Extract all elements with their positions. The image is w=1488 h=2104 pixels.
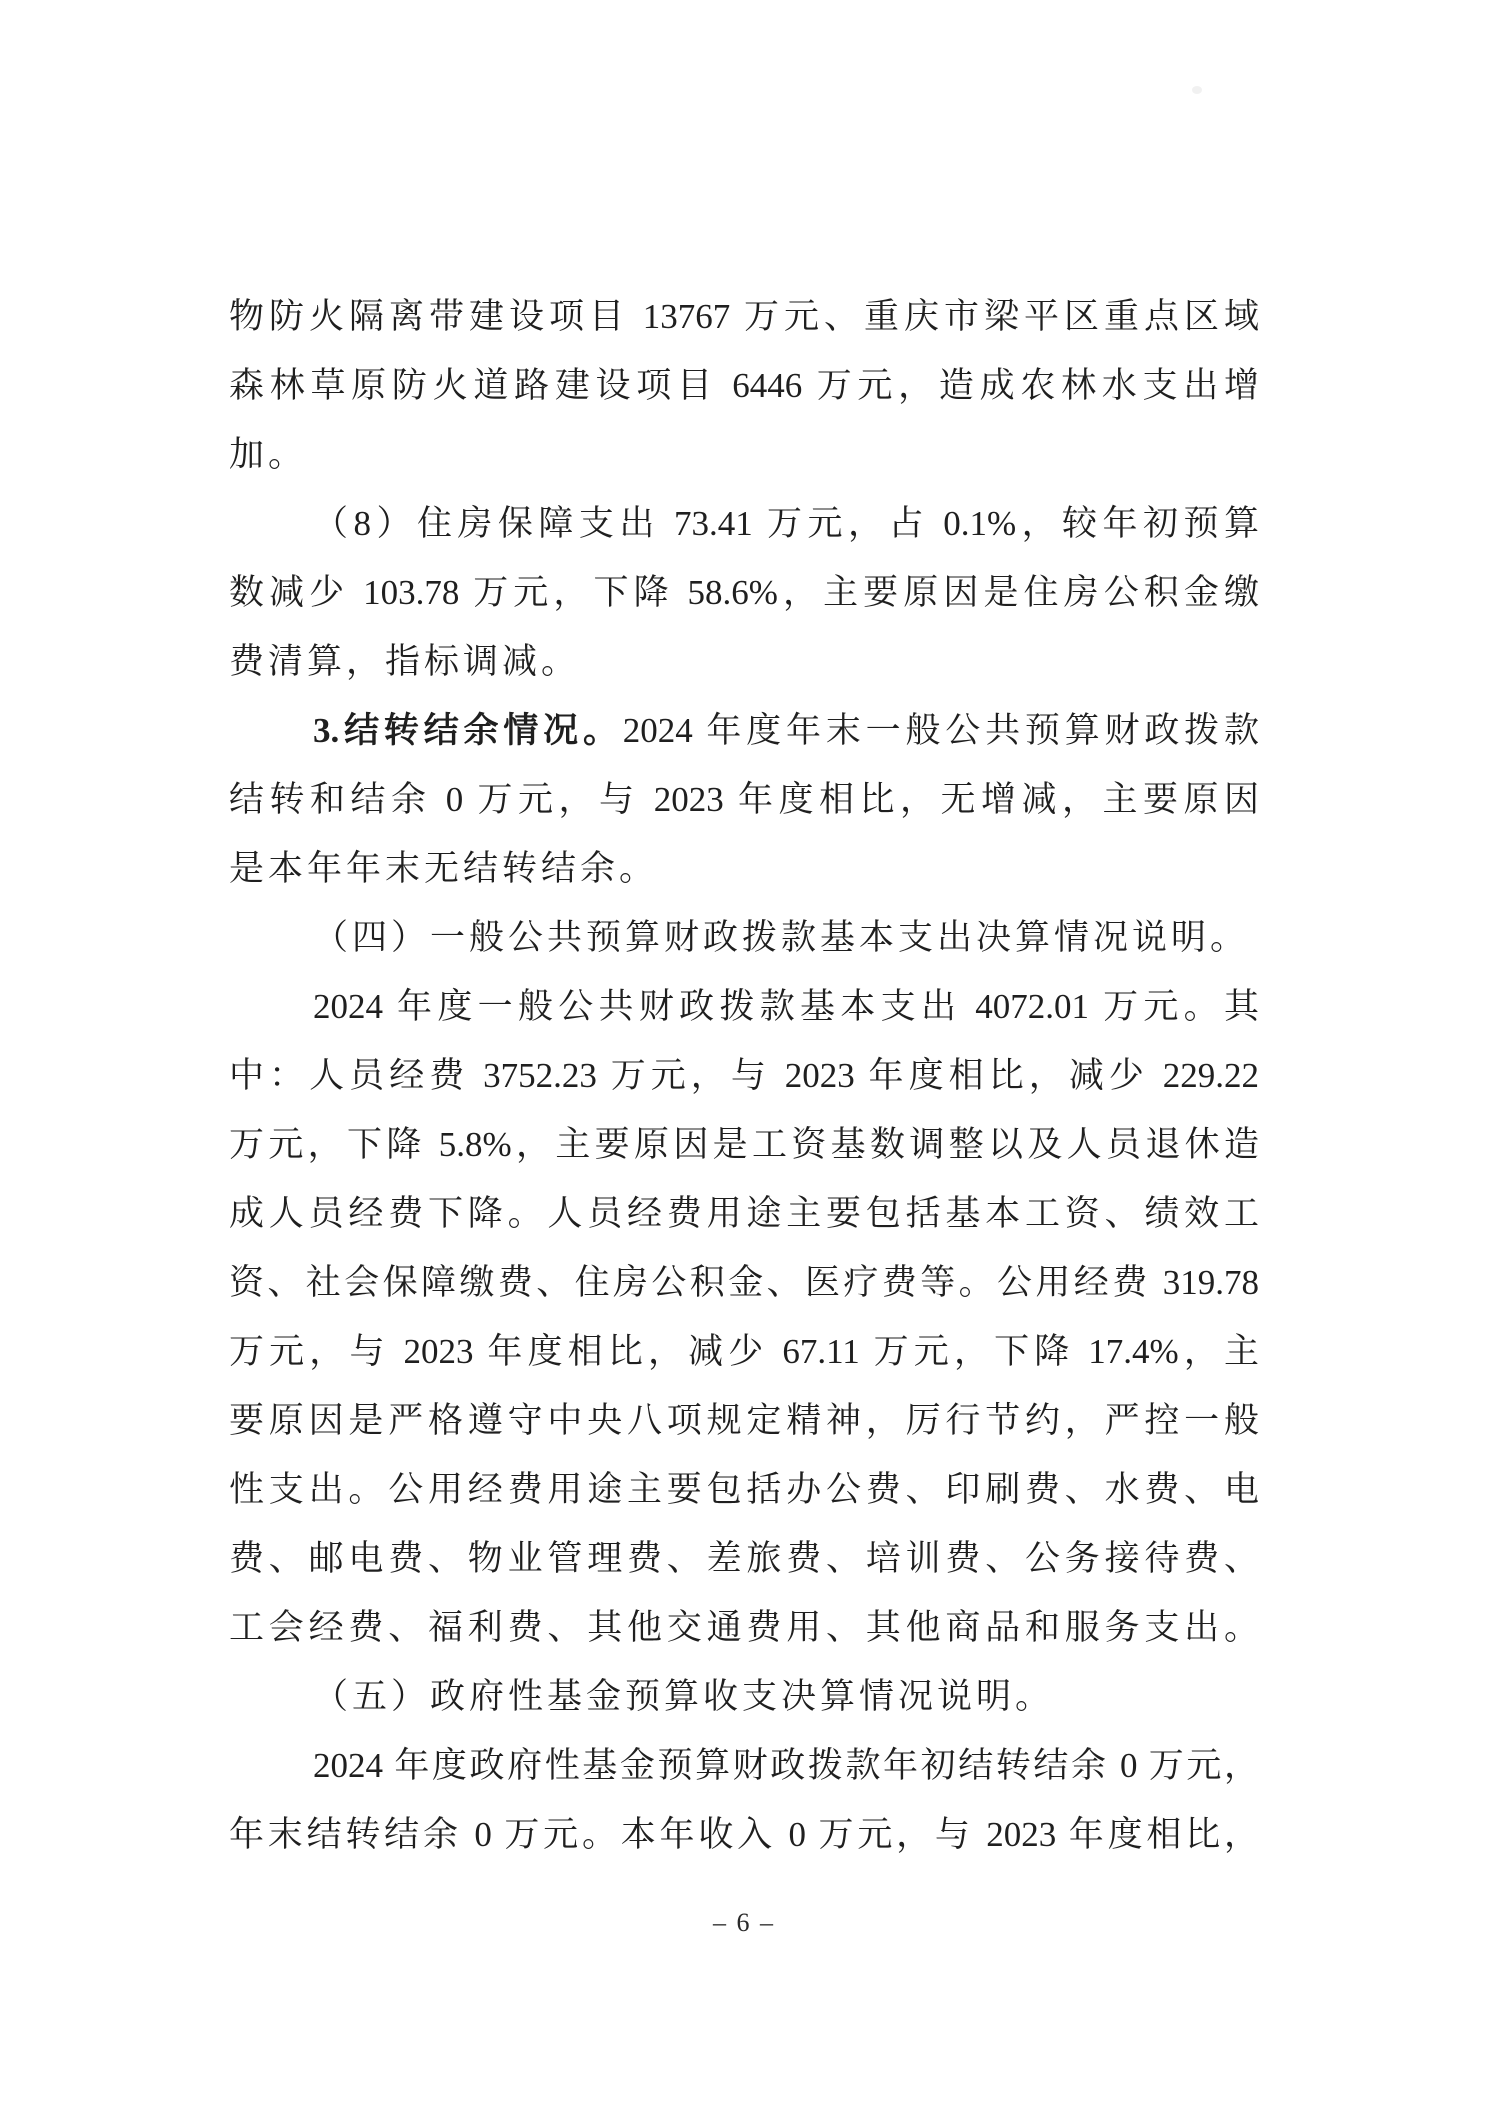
- line-text: 中：人员经费 3752.23 万元，与 2023 年度相比，减少 229.22: [229, 1056, 1259, 1095]
- line-text: 万元，与 2023 年度相比，减少 67.11 万元，下降 17.4%，主: [229, 1332, 1259, 1371]
- text-line: [229, 1593, 1259, 1662]
- text-line: [229, 1179, 1259, 1248]
- text-line: [229, 351, 1259, 420]
- line-text: 加。: [229, 435, 308, 474]
- text-line: [229, 282, 1259, 351]
- line-text: 资、社会保障缴费、住房公积金、医疗费等。公用经费 319.78: [229, 1263, 1259, 1302]
- text-line-heading: [229, 903, 1259, 972]
- text-line: [229, 1041, 1259, 1110]
- text-line: [229, 1731, 1259, 1800]
- line-text: 工会经费、福利费、其他交通费用、其他商品和服务支出。: [229, 1608, 1259, 1647]
- line-text: 2024 年度年末一般公共预算财政拨款: [622, 711, 1259, 750]
- page-number: – 6 –: [713, 1908, 775, 1937]
- line-text: （四）一般公共预算财政拨款基本支出决算情况说明。: [313, 918, 1250, 957]
- line-text: 年末结转结余 0 万元。本年收入 0 万元，与 2023 年度相比，: [229, 1815, 1259, 1854]
- text-line: [229, 1800, 1259, 1869]
- text-line: [229, 489, 1259, 558]
- line-text: 森林草原防火道路建设项目 6446 万元，造成农林水支出增: [229, 366, 1259, 405]
- text-line: [229, 1110, 1259, 1179]
- bold-heading-run: 3.结转结余情况。: [313, 711, 623, 750]
- text-line: [229, 765, 1259, 834]
- line-text: 费、邮电费、物业管理费、差旅费、培训费、公务接待费、: [229, 1539, 1259, 1578]
- text-line: [229, 558, 1259, 627]
- line-text: 费清算，指标调减。: [229, 642, 581, 681]
- text-line: [229, 1386, 1259, 1455]
- text-line-heading: [229, 1662, 1259, 1731]
- line-text: （8）住房保障支出 73.41 万元，占 0.1%，较年初预算: [313, 504, 1259, 543]
- line-text: 2024 年度政府性基金预算财政拨款年初结转结余 0 万元，: [313, 1746, 1259, 1785]
- line-text: 2024 年度一般公共财政拨款基本支出 4072.01 万元。其: [313, 987, 1259, 1026]
- text-line: [229, 627, 1259, 696]
- text-block: [229, 282, 1259, 1869]
- text-line: [229, 972, 1259, 1041]
- scan-artifact: [1192, 86, 1202, 94]
- line-text: 万元，下降 5.8%，主要原因是工资基数调整以及人员退休造: [229, 1125, 1259, 1164]
- line-text: 物防火隔离带建设项目 13767 万元、重庆市梁平区重点区域: [229, 297, 1259, 336]
- text-line: [229, 420, 1259, 489]
- text-line: [229, 1248, 1259, 1317]
- text-line: [229, 834, 1259, 903]
- line-text: 结转和结余 0 万元，与 2023 年度相比，无增减，主要原因: [229, 780, 1259, 819]
- line-text: （五）政府性基金预算收支决算情况说明。: [313, 1677, 1055, 1716]
- text-line: [229, 1524, 1259, 1593]
- line-text: 数减少 103.78 万元，下降 58.6%，主要原因是住房公积金缴: [229, 573, 1259, 612]
- line-text: 要原因是严格遵守中央八项规定精神，厉行节约，严控一般: [229, 1401, 1259, 1440]
- line-text: 是本年年末无结转结余。: [229, 849, 659, 888]
- line-text: 成人员经费下降。人员经费用途主要包括基本工资、绩效工: [229, 1194, 1259, 1233]
- line-text: 性支出。公用经费用途主要包括办公费、印刷费、水费、电: [229, 1470, 1259, 1509]
- text-line: [229, 1317, 1259, 1386]
- text-line: [229, 1455, 1259, 1524]
- text-line: [229, 696, 1259, 765]
